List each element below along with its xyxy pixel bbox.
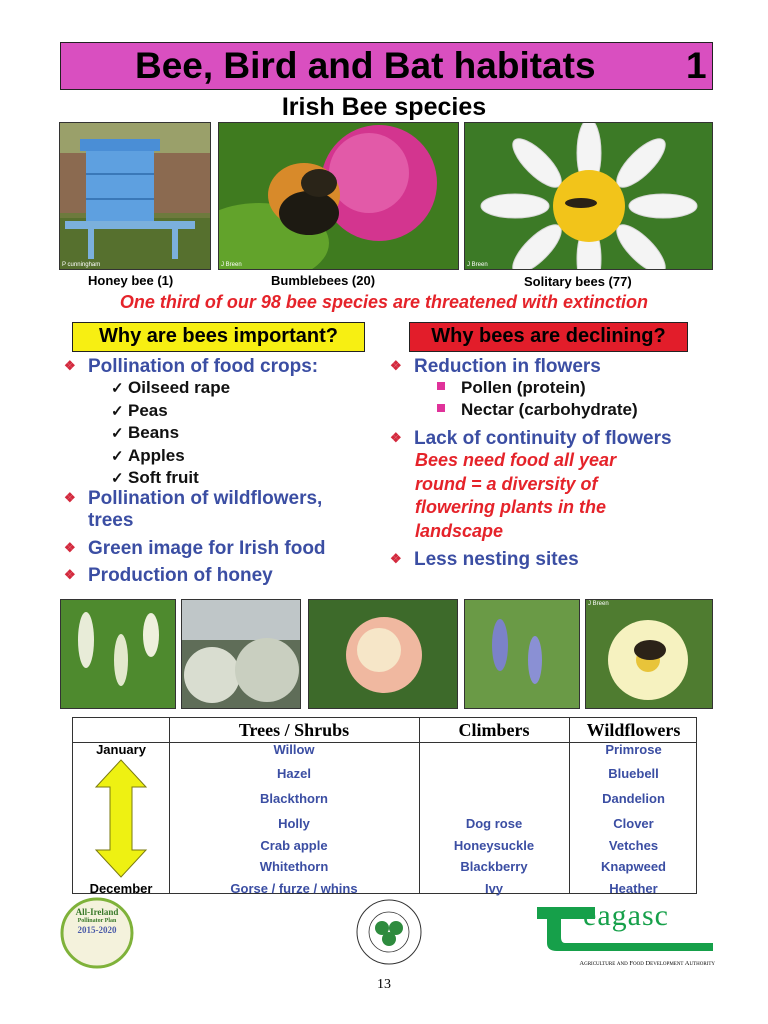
photo-credit: J Breen — [221, 262, 242, 268]
diamond-bullet-icon: ❖ — [390, 430, 402, 445]
column-header: Climbers — [458, 720, 530, 740]
table-cell: Clover — [613, 816, 654, 831]
table-cell: Bluebell — [608, 766, 659, 781]
square-bullet-icon — [437, 404, 445, 412]
table-cell: Heather — [609, 881, 658, 896]
list-item: ✓ Oilseed rape — [111, 377, 230, 400]
diamond-bullet-icon: ❖ — [64, 490, 76, 505]
bullet-green-image: ❖ Green image for Irish food — [64, 538, 326, 559]
diamond-bullet-icon: ❖ — [390, 358, 402, 373]
section-number: 1 — [686, 45, 707, 86]
why-declining-heading: Why bees are declining? — [409, 322, 688, 352]
column-header: Wildflowers — [586, 720, 681, 740]
list-item: ✓ Apples — [111, 445, 230, 468]
bullet-pollination-food: ❖ Pollination of food crops: — [64, 356, 319, 377]
checkmark-icon: ✓ — [111, 470, 124, 487]
table-cell: Whitethorn — [259, 859, 329, 874]
checkmark-icon: ✓ — [111, 447, 124, 465]
page-number: 13 — [377, 977, 391, 992]
table-cell: Knapweed — [600, 859, 666, 874]
table-cell: Holly — [278, 816, 310, 831]
year-arrow-icon — [93, 759, 149, 878]
table-cell: Honeysuckle — [453, 838, 535, 853]
photo-credit: J Breen — [467, 262, 488, 268]
photo-credit: P cunningham — [62, 262, 101, 268]
diamond-bullet-icon: ❖ — [64, 358, 76, 373]
page-subtitle: Irish Bee species — [281, 93, 487, 121]
bullet-pollination-wildflowers: ❖ Pollination of wildflowers, — [64, 488, 323, 509]
primrose-bee-photo — [585, 599, 713, 709]
willow-photo — [60, 599, 176, 709]
bumblebee-photo — [218, 122, 459, 270]
bullet-honey: ❖ Production of honey — [64, 565, 273, 586]
table-cell: Hazel — [277, 766, 311, 781]
photo-caption-bumblebees: Bumblebees (20) — [271, 273, 376, 288]
photo-credit: J Breen — [588, 601, 609, 607]
table-cell: Willow — [273, 742, 315, 757]
bluebell-photo — [464, 599, 580, 709]
diamond-bullet-icon: ❖ — [64, 540, 76, 555]
photo-caption-honey-bee: Honey bee (1) — [88, 273, 174, 288]
why-important-heading: Why are bees important? — [72, 322, 365, 352]
checkmark-icon: ✓ — [111, 425, 124, 442]
table-cell: Gorse / furze / whins — [230, 881, 358, 896]
table-cell: Dog rose — [465, 816, 523, 831]
bullet-continuity: ❖ Lack of continuity of flowers — [390, 428, 672, 449]
pollinator-plan-logo: All-Ireland Pollinator Plan 2015-2020 — [59, 897, 135, 969]
continuity-note: Bees need food all year round = a diversity of flowering plants in the landscape — [415, 450, 617, 541]
table-cell: Vetches — [608, 838, 659, 853]
solitary-bee-photo — [464, 122, 713, 270]
checkmark-icon: ✓ — [111, 402, 124, 420]
square-bullet-icon — [437, 382, 445, 390]
photo-caption-solitary-bees: Solitary bees (77) — [524, 274, 632, 289]
honey-bee-photo — [59, 122, 211, 270]
table-cell: Crab apple — [260, 838, 328, 853]
list-item: Nectar (carbohydrate) — [437, 399, 638, 421]
checkmark-icon: ✓ — [111, 380, 124, 397]
flowering-calendar-table — [72, 717, 697, 894]
crop-list — [111, 377, 230, 490]
honeysuckle-photo — [308, 599, 458, 709]
end-month-label: December — [89, 881, 153, 896]
table-cell: Ivy — [484, 881, 504, 896]
table-cell: Dandelion — [602, 791, 665, 806]
threat-statement: One third of our 98 bee species are threatened with extinction — [119, 292, 649, 312]
table-cell: Blackberry — [460, 859, 528, 874]
bullet-nesting: ❖ Less nesting sites — [390, 549, 579, 570]
federation-logo — [355, 898, 423, 966]
page-title: Bee, Bird and Bat habitats — [135, 45, 596, 86]
table-cell: Blackthorn — [260, 791, 328, 806]
list-item: Pollen (protein) — [437, 377, 586, 399]
list-item: ✓ Soft fruit — [111, 467, 230, 490]
hawthorn-hedge-photo — [181, 599, 301, 709]
diamond-bullet-icon: ❖ — [390, 551, 402, 566]
list-item: ✓ Beans — [111, 422, 230, 445]
table-cell: Primrose — [605, 742, 662, 757]
list-item: ✓ Peas — [111, 400, 230, 423]
bullet-pollination-wildflowers-cont: trees — [88, 510, 134, 531]
diamond-bullet-icon: ❖ — [64, 567, 76, 582]
bullet-reduction-flowers: ❖ Reduction in flowers — [390, 356, 601, 377]
start-month-label: January — [96, 742, 146, 757]
teagasc-logo: eagasc Agriculture and Food Development Authority — [535, 905, 715, 971]
column-header: Trees / Shrubs — [238, 720, 350, 740]
